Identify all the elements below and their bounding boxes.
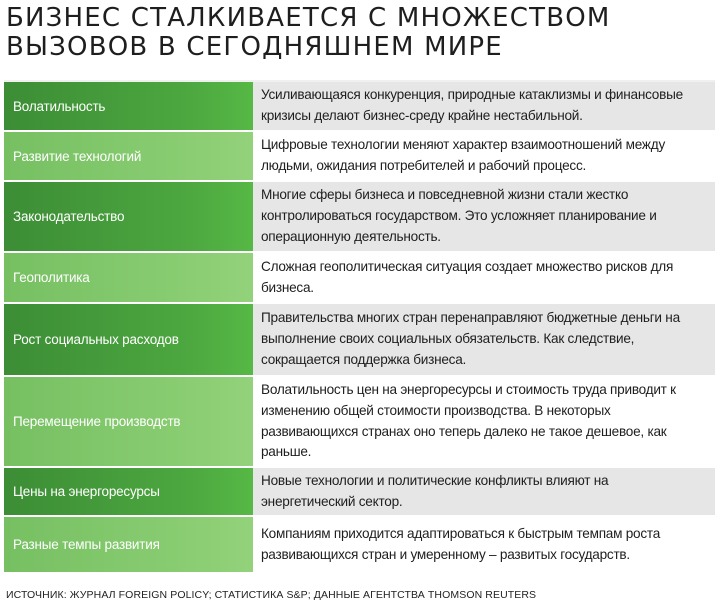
row-description: Усиливающаяся конкуренция, природные катаклизмы и финансовые кризисы делают бизнес-среду крайне нестабильной. [253,82,715,130]
table-row [4,132,715,180]
row-description: Многие сферы бизнеса и повседневной жизни стали жестко контролироваться государством. Это усложняет планирование и операционную деятельность. [253,182,715,251]
table-row [4,253,715,302]
row-label: Волатильность [4,82,253,130]
row-label: Разные темпы развития [4,517,253,572]
row-label: Развитие технологий [4,132,253,180]
row-description: Новые технологии и политические конфликты влияют на энергетический сектор. [253,468,715,515]
row-label: Перемещение производств [4,377,253,466]
row-label: Рост социальных расходов [4,304,253,375]
table-row [4,377,715,466]
table-row [4,182,715,251]
row-description: Правительства многих стран перенаправляют бюджетные деньги на выполнение своих социальных обязательств. Как следствие, сокращается поддержка бизнеса. [253,304,715,375]
row-description: Волатильность цен на энергоресурсы и стоимость труда приводит к изменению общей стоимости производства. В некоторых развивающихся странах оно теперь далеко не такое дешевое, как раньше. [253,377,715,466]
challenges-table [4,80,715,572]
row-description: Сложная геополитическая ситуация создает множество рисков для бизнеса. [253,253,715,302]
row-description: Цифровые технологии меняют характер взаимоотношений между людьми, ожидания потребителей и рабочий процесс. [253,132,715,180]
row-label: Геополитика [4,253,253,302]
table-row [4,82,715,130]
table-row [4,468,715,515]
source-note: ИСТОЧНИК: ЖУРНАЛ FOREIGN POLICY; СТАТИСТИКА S&P; ДАННЫЕ АГЕНТСТВА THOMSON REUTERS [6,589,537,601]
table-row [4,517,715,572]
page-title: БИЗНЕС СТАЛКИВАЕТСЯ С МНОЖЕСТВОМ ВЫЗОВОВ В СЕГОДНЯШНЕМ МИРЕ [6,3,611,62]
row-label: Законодательство [4,182,253,251]
table-row [4,304,715,375]
row-description: Компаниям приходится адаптироваться к быстрым темпам роста развивающихся стран и умеренному – развитых государств. [253,517,715,572]
row-label: Цены на энергоресурсы [4,468,253,515]
